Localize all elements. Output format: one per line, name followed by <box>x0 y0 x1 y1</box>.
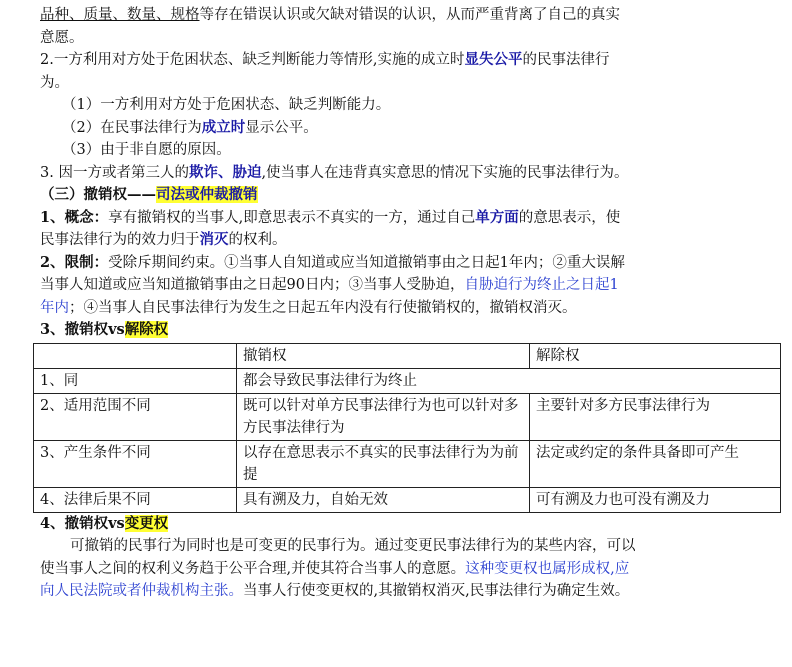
limit-line-3-blue: 年内 <box>40 299 69 316</box>
table-header-cell: 解除权 <box>530 343 781 368</box>
limit-line-3 <box>40 297 780 320</box>
table-header-cell <box>34 343 237 368</box>
table-row <box>34 368 781 393</box>
limit-line-1 <box>40 252 780 275</box>
concept-label: 1、概念： <box>40 208 109 226</box>
concept-emphasis-2: 消灭 <box>199 231 229 248</box>
section-3-heading <box>40 184 780 207</box>
table-cell: 既可以针对单方民事法律行为也可以针对多方民事法律行为 <box>237 393 530 440</box>
concept-mid: 的意思表示，使 <box>518 209 621 226</box>
item-2-sub-2-emphasis: 成立时 <box>201 118 246 136</box>
final-post: 当事人行使变更权的,其撤销权消灭,民事法律行为确定生效。 <box>243 583 630 599</box>
item-2-sub-2-pre: （2）在民事法律行为 <box>62 119 202 136</box>
intro-line-1 <box>40 4 780 27</box>
intro-line-1-rest: 等存在错误认识或欠缺对错误的认识，从而严重背离了自己的真实 <box>199 7 620 23</box>
final-paragraph <box>40 535 640 603</box>
item-2-emphasis: 显失公平 <box>464 51 523 68</box>
item-3-pre: 3. 因一方或者第三人的 <box>40 164 189 181</box>
item-3-line <box>40 162 780 185</box>
final-pre: 可撤销的民事行为同时也是可变更的民事行为。通过变更民事法律行为的某些内容，可以使当事人之间的权利义务趋于公平合理,并使其符合当事人的意愿。 <box>40 538 636 577</box>
table-cell-merged: 都会导致民事法律行为终止 <box>237 368 781 393</box>
table-cell-label: 1、同 <box>34 368 237 393</box>
item-2-text: 2.一方利用对方处于危困状态、缺乏判断能力等情形,实施的成立时 <box>40 52 465 68</box>
limit-line-3-post: ；④当事人自民事法律行为发生之日起五年内没有行使撤销权的，撤销权消灭。 <box>69 299 577 316</box>
vs2-emphasis: 变更权 <box>124 514 169 532</box>
final-blue: 这种变更权也属形成权,应向人民法院或者仲裁机构主张。 <box>40 560 630 599</box>
item-2-sub-1: （1）一方利用对方处于危困状态、缺乏判断能力。 <box>62 97 391 113</box>
concept-pre: 享有撤销权的当事人,即意思表示不真实的一方，通过自己 <box>108 209 476 226</box>
table-header-cell: 撤销权 <box>237 343 530 368</box>
concept-line-2-post: 的权利。 <box>228 232 287 248</box>
item-3-post: ,使当事人在违背真实意思的情况下实施的民事法律行为。 <box>261 164 629 181</box>
vs1-heading <box>40 319 780 342</box>
intro-line-2: 意愿。 <box>40 29 84 46</box>
concept-emphasis-1: 单方面 <box>475 208 519 226</box>
item-2-sub-2 <box>40 117 780 140</box>
table-cell-label: 2、适用范围不同 <box>34 393 237 440</box>
limit-label: 2、限制： <box>40 253 109 271</box>
limit-line-2-blue: 自胁迫行为终止之日起1 <box>464 277 619 293</box>
item-3-emphasis: 欺诈、胁迫 <box>188 163 262 181</box>
table-cell: 主要针对多方民事法律行为 <box>530 393 781 440</box>
vs2-heading <box>40 513 780 536</box>
table-cell: 可有溯及力也可没有溯及力 <box>530 487 781 512</box>
item-2-text-post: 的民事法律行 <box>522 52 610 68</box>
item-2-line-2: 为。 <box>40 74 69 91</box>
item-2-sub-3: （3）由于非自愿的原因。 <box>62 142 231 158</box>
table-cell-label: 4、法律后果不同 <box>34 487 237 512</box>
table-row <box>34 440 781 487</box>
intro-underlined-terms: 品种、质量、数量、规格 <box>40 7 200 23</box>
vs2-prefix: 4、撤销权vs <box>40 514 125 532</box>
limit-line-1-text: 受除斥期间约束。①当事人自知道或应当知道撤销事由之日起1年内；②重大误解 <box>108 254 625 271</box>
vs1-emphasis: 解除权 <box>124 321 169 338</box>
limit-line-2 <box>40 274 780 297</box>
concept-line-1 <box>40 207 780 230</box>
comparison-table <box>33 343 781 513</box>
item-2-line-1 <box>40 49 780 72</box>
concept-line-2-pre: 民事法律行为的效力归于 <box>40 232 200 248</box>
vs1-prefix: 3、撤销权vs <box>40 321 125 338</box>
section-3-emphasis: 司法或仲裁撤销 <box>156 186 258 203</box>
limit-line-2-pre: 当事人知道或应当知道撤销事由之日起90日内；③当事人受胁迫， <box>40 277 465 293</box>
table-cell: 具有溯及力，自始无效 <box>237 487 530 512</box>
table-cell: 法定或约定的条件具备即可产生 <box>530 440 781 487</box>
table-row <box>34 393 781 440</box>
table-cell: 以存在意思表示不真实的民事法律行为为前提 <box>237 440 530 487</box>
table-header-row <box>34 343 781 368</box>
concept-line-2 <box>40 229 780 252</box>
item-2-sub-2-post: 显示公平。 <box>245 119 318 136</box>
table-row <box>34 487 781 512</box>
section-3-prefix: （三）撤销权—— <box>40 186 156 203</box>
table-cell-label: 3、产生条件不同 <box>34 440 237 487</box>
